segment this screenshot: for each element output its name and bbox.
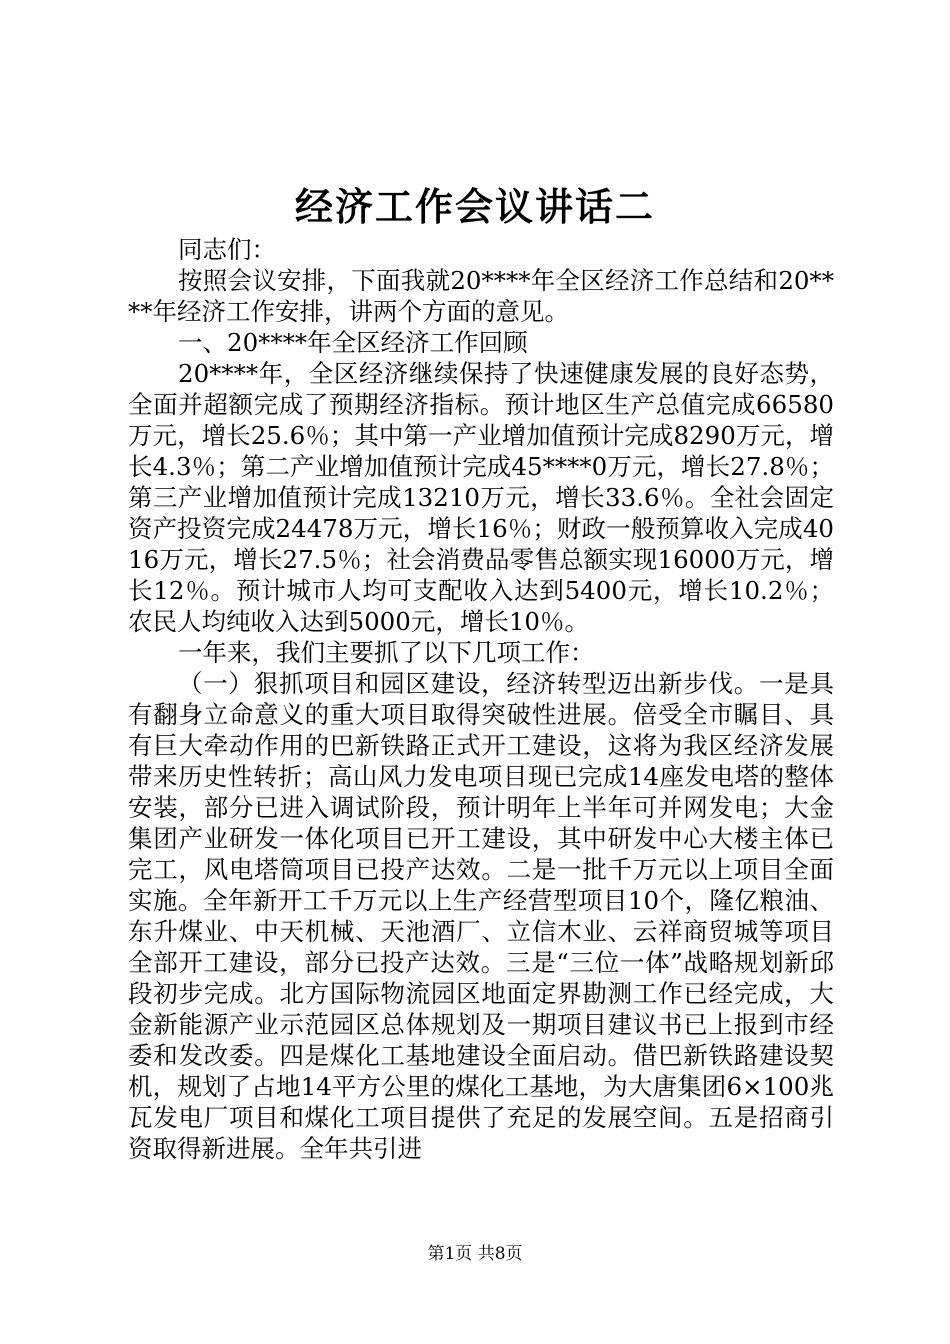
document-title: 经济工作会议讲话二 [294,185,655,229]
work-intro-paragraph: 一年来，我们主要抓了以下几项工作： [178,638,595,667]
page-footer: 第1页 共8页 [427,1244,523,1264]
document-body [128,234,834,1164]
review-paragraph: 20****年，全区经济继续保持了快速健康发展的良好态势，全面并超额完成了预期经济指标。预计地区生产总值完成66580万元，增长25.6％；其中第一产业增加值预计完成8290万元，增长4.3％；第二产业增加值预计完成45****0万元，增长27.8％；第三产业增加值预计完成13210万元，增长33.6％。全社会固定资产投资完成24478万元，增长16％；财政一般预算收入完成4016万元，增长27.5％；社会消费品零售总额实现16000万元，增长12％。预计城市人均可支配收入达到5400元，增长10.2％；农民人均纯收入达到5000元，增长10％。 [128,359,834,636]
section-heading: 一、20****年全区经济工作回顾 [178,328,528,357]
salutation-paragraph: 同志们： [178,235,276,264]
project-paragraph: （一）狠抓项目和园区建设，经济转型迈出新步伐。一是具有翻身立命意义的重大项目取得突破性进展。倍受全市瞩目、具有巨大牵动作用的巴新铁路正式开工建设，这将为我区经济发展带来历史性转折；高山风力发电项目现已完成14座发电塔的整体安装，部分已进入调试阶段，预计明年上半年可并网发电；大金集团产业研发一体化项目已开工建设，其中研发中心大楼主体已完工，风电塔筒项目已投产达效。二是一批千万元以上项目全面实施。全年新开工千万元以上生产经营型项目10个，隆亿粮油、东升煤业、中天机械、天池酒厂、立信木业、云祥商贸城等项目全部开工建设，部分已投产达效。三是“三位一体”战略规划新邱段初步完成。北方国际物流园区地面定界勘测工作已经完成，大金新能源产业示范园区总体规划及一期项目建议书已上报到市经委和发改委。四是煤化工基地建设全面启动。借巴新铁路建设契机，规划了占地14平方公里的煤化工基地，为大唐集团6×100兆瓦发电厂项目和煤化工项目提供了充足的发展空间。五是招商引资取得新进展。全年共引进 [128,669,834,1163]
intro-paragraph: 按照会议安排，下面我就20****年全区经济工作总结和20****年经济工作安排，讲两个方面的意见。 [128,266,834,326]
